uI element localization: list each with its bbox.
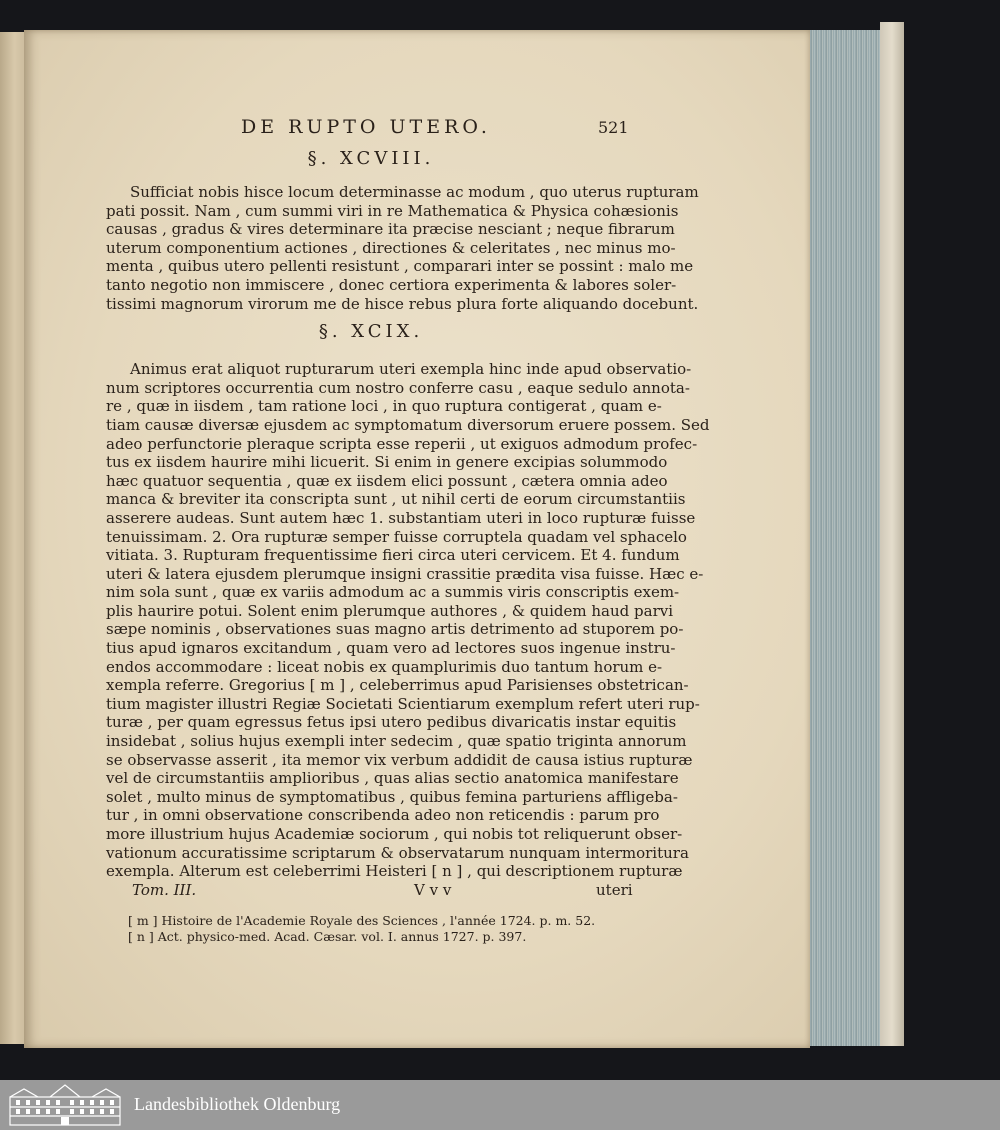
text-line: tiam causæ diversæ ejusdem ac symptomatum diversorum eruere possem. Sed [106,415,710,434]
text-line: tenuissimam. 2. Ora rupturæ semper fuisse corruptela quadam vel sphacelo [106,527,687,546]
text-line: menta , quibus utero pellenti resistunt , comparari inter se possint : malo me [106,257,694,276]
library-footer-bar [0,1080,1000,1130]
text-line: tissimi magnorum virorum me de hisce rebus plura forte aliquando docebunt. [106,294,699,313]
text-line: re , quæ in iisdem , tam ratione loci , in quo ruptura contigerat , quam e- [106,397,662,416]
text-line: causas , gradus & vires determinare ita præcise nesciant ; neque fibrarum [106,220,675,239]
text-line: manca & breviter ita conscripta sunt , ut nihil certi de eorum circumstantiis [106,490,686,509]
text-line: tur , in omni observatione conscribenda adeo non reticendis : parum pro [106,806,660,825]
section-heading: §. XCVIII. [307,148,435,169]
text-line: tium magister illustri Regiæ Societati Scientiarum exemplum refert uteri rup- [106,694,700,713]
text-line: asserere audeas. Sunt autem hæc 1. substantiam uteri in loco rupturæ fuisse [106,508,696,527]
text-line: adeo perfunctorie pleraque scripta esse reperii , ut exiguos admodum profec- [106,434,698,453]
text-line: endos accommodare : liceat nobis ex quamplurimis duo tantum horum e- [106,657,663,676]
text-line: turæ , per quam egressus fetus ipsi utero pedibus divaricatis instar equitis [106,713,677,732]
text-line: more illustrium hujus Academiæ sociorum , qui nobis tot reliquerunt obser- [106,825,683,843]
text-line: uteri & latera ejusdem plerumque insigni crassitie prædita visa fuisse. Hæc e- [106,564,704,583]
library-building-icon [8,1083,122,1127]
text-line: se observasse asserit , ita memor vix verbum addidit de causa istius rupturæ [106,750,693,769]
catchword: uteri [596,880,633,899]
text-line: sæpe nominis , observationes suas magno artis detrimento ad stuporem po- [106,620,684,639]
paragraph [106,360,710,881]
page-number: 521 [598,118,629,137]
text-line: vitiata. 3. Rupturam frequentissime fieri circa uteri cervicem. Et 4. fundum [106,546,680,565]
page-fore-edge [808,30,882,1046]
section-heading: §. XCIX. [318,321,424,343]
text-line: xempla referre. Gregorius [ m ] , celeberrimus apud Parisienses obstetrican- [106,676,689,695]
text-line: vationum accuratissime scriptarum & observatarum nunquam intermoritura [106,843,689,862]
footnotes [106,913,636,945]
book-page [24,30,810,1048]
gathering-mark: V v v [414,880,452,899]
text-line: vel de circumstantiis amplioribus , quas alias sectio anatomica manifestare [106,769,679,788]
running-title: DE RUPTO UTERO. [241,116,491,138]
text-line: tus ex iisdem haurire mihi licuerit. Si enim in genere excipias solummodo [106,453,668,472]
book-cover-board [880,22,904,1046]
text-line: uterum componentium actiones , directiones & celeritates , nec minus mo- [106,238,676,257]
text-block [106,112,710,945]
text-line: pati possit. Nam , cum summi viri in re Mathematica & Physica cohæsionis [106,201,679,220]
running-head [106,112,636,142]
paragraph [106,183,699,313]
left-page-edge [0,32,24,1044]
text-line: hæc quatuor sequentia , quæ ex iisdem elici possunt , cætera omnia adeo [106,471,668,490]
text-line: num scriptores occurrentia cum nostro conferre casu , eaque sedulo annota- [106,378,690,397]
text-line: solet , multo minus de symptomatibus , quibus femina parturiens affligeba- [106,787,678,806]
signature-line [106,881,636,901]
text-line: nim sola sunt , quæ ex variis admodum ac a summis viris conscriptis exem- [106,583,680,602]
text-line: plis haurire potui. Solent enim plerumque authores , & quidem haud parvi [106,601,674,620]
text-line: insidebat , solius hujus exempli inter sedecim , quæ spatio triginta annorum [106,732,687,751]
volume-signature: Tom. III. [132,880,197,899]
text-line: Animus erat aliquot rupturarum uteri exempla hinc inde apud observatio- [130,360,692,379]
text-line: exempla. Alterum est celeberrimi Heisteri [ n ] , qui descriptionem rupturæ [106,862,683,881]
footnote: [ m ] Histoire de l'Academie Royale des Sciences , l'année 1724. p. m. 52. [128,912,596,928]
library-name: Landesbibliothek Oldenburg [134,1094,341,1114]
footnote: [ n ] Act. physico-med. Acad. Cæsar. vol. I. annus 1727. p. 397. [128,928,527,944]
text-line: Sufficiat nobis hisce locum determinasse ac modum , quo uterus rupturam [130,183,699,201]
text-line: tanto negotio non immiscere , donec certiora experimenta & labores soler- [106,275,677,294]
text-line: tius apud ignaros excitandum , quam vero ad lectores suos ingenue instru- [106,639,676,658]
